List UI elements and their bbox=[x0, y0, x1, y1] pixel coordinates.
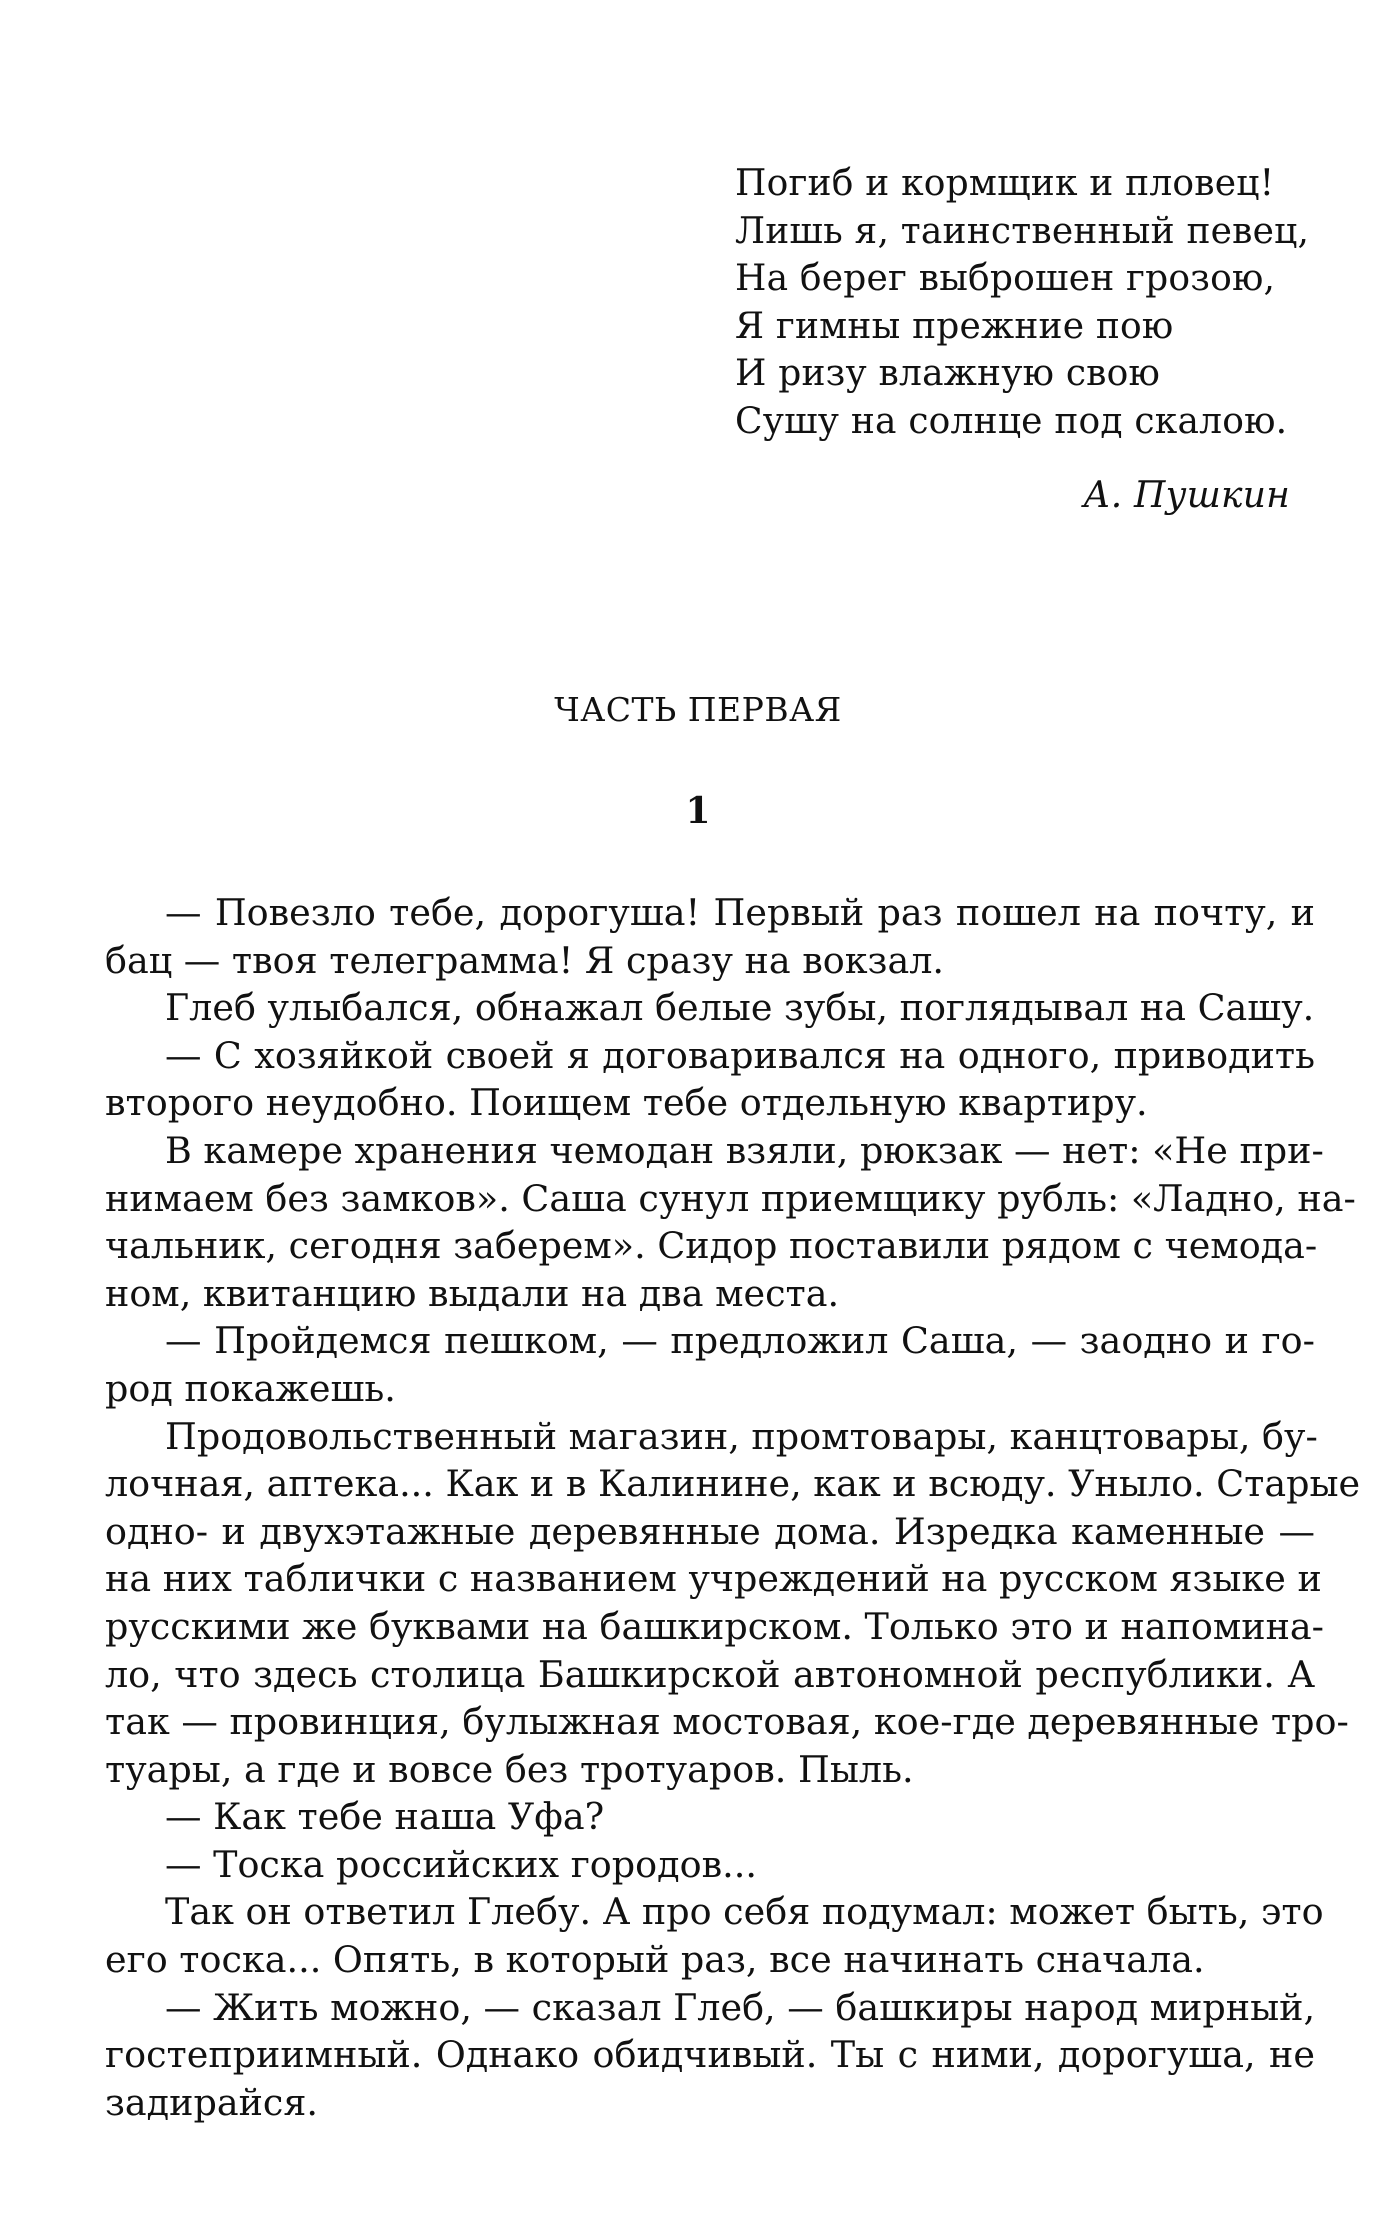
text-line: одно- и двухэтажные деревянные дома. Изредка каменные — bbox=[105, 1509, 1315, 1553]
text-line: — Жить можно, — сказал Глеб, — башкиры народ мирный, bbox=[165, 1985, 1316, 2029]
epigraph-line: Лишь я, таинственный певец, bbox=[735, 210, 1310, 252]
epigraph-line: Погиб и кормщик и пловец! bbox=[735, 163, 1275, 204]
text-line: бац — твоя телеграмма! Я сразу на вокзал. bbox=[105, 938, 945, 982]
text-line: его тоска... Опять, в который раз, все начинать сначала. bbox=[105, 1938, 1205, 1982]
epigraph bbox=[735, 160, 1315, 520]
text-line: — С хозяйкой своей я договаривался на одного, приводить bbox=[165, 1033, 1315, 1077]
text-line: — Пройдемся пешком, — предложил Саша, — заодно и го- bbox=[165, 1319, 1315, 1363]
text-line: гостеприимный. Однако обидчивый. Ты с ними, дорогуша, не bbox=[105, 2033, 1315, 2077]
text-line: ном, квитанцию выдали на два места. bbox=[105, 1271, 840, 1315]
epigraph-line: И ризу влажную свою bbox=[735, 353, 1161, 394]
chapter-number: 1 bbox=[685, 790, 711, 832]
text-line: род покажешь. bbox=[105, 1366, 396, 1410]
epigraph-line: Сушу на солнце под скалою. bbox=[735, 400, 1288, 442]
text-line: на них таблички с названием учреждений на русском языке и bbox=[105, 1557, 1322, 1601]
text-line: В камере хранения чемодан взяли, рюкзак — нет: «Не при- bbox=[165, 1128, 1324, 1172]
text-line: — Как тебе наша Уфа? bbox=[165, 1795, 605, 1839]
epigraph-author: А. Пушкин bbox=[1083, 475, 1290, 516]
text-line: так — провинция, булыжная мостовая, кое-где деревянные тро- bbox=[105, 1700, 1349, 1744]
epigraph-line: Я гимны прежние пою bbox=[735, 305, 1174, 347]
text-line: Продовольственный магазин, промтовары, канцтовары, бу- bbox=[165, 1414, 1318, 1458]
text-line: Глеб улыбался, обнажал белые зубы, поглядывал на Сашу. bbox=[165, 986, 1315, 1030]
text-line: русскими же буквами на башкирском. Только это и напомина- bbox=[105, 1604, 1324, 1648]
epigraph-line: На берег выброшен грозою, bbox=[735, 258, 1276, 299]
text-line: туары, а где и вовсе без тротуаров. Пыль. bbox=[105, 1747, 914, 1791]
text-line: — Повезло тебе, дорогуша! Первый раз пошел на почту, и bbox=[165, 891, 1315, 934]
text-line: — Тоска российских городов... bbox=[165, 1842, 757, 1886]
text-line: лочная, аптека... Как и в Калинине, как и всюду. Уныло. Старые bbox=[105, 1462, 1361, 1506]
text-line: чальник, сегодня заберем». Сидор поставили рядом с чемода- bbox=[105, 1224, 1318, 1268]
text-line: задирайся. bbox=[105, 2080, 318, 2124]
text-line: Так он ответил Глебу. А про себя подумал: может быть, это bbox=[165, 1890, 1324, 1934]
chapter-body bbox=[105, 889, 1361, 2126]
text-line: ло, что здесь столица Башкирской автономной республики. А bbox=[105, 1652, 1315, 1696]
text-line: нимаем без замков». Саша сунул приемщику рубль: «Ладно, на- bbox=[105, 1176, 1356, 1220]
text-line: второго неудобно. Поищем тебе отдельную квартиру. bbox=[105, 1081, 1148, 1125]
part-title: ЧАСТЬ ПЕРВАЯ bbox=[554, 690, 842, 729]
